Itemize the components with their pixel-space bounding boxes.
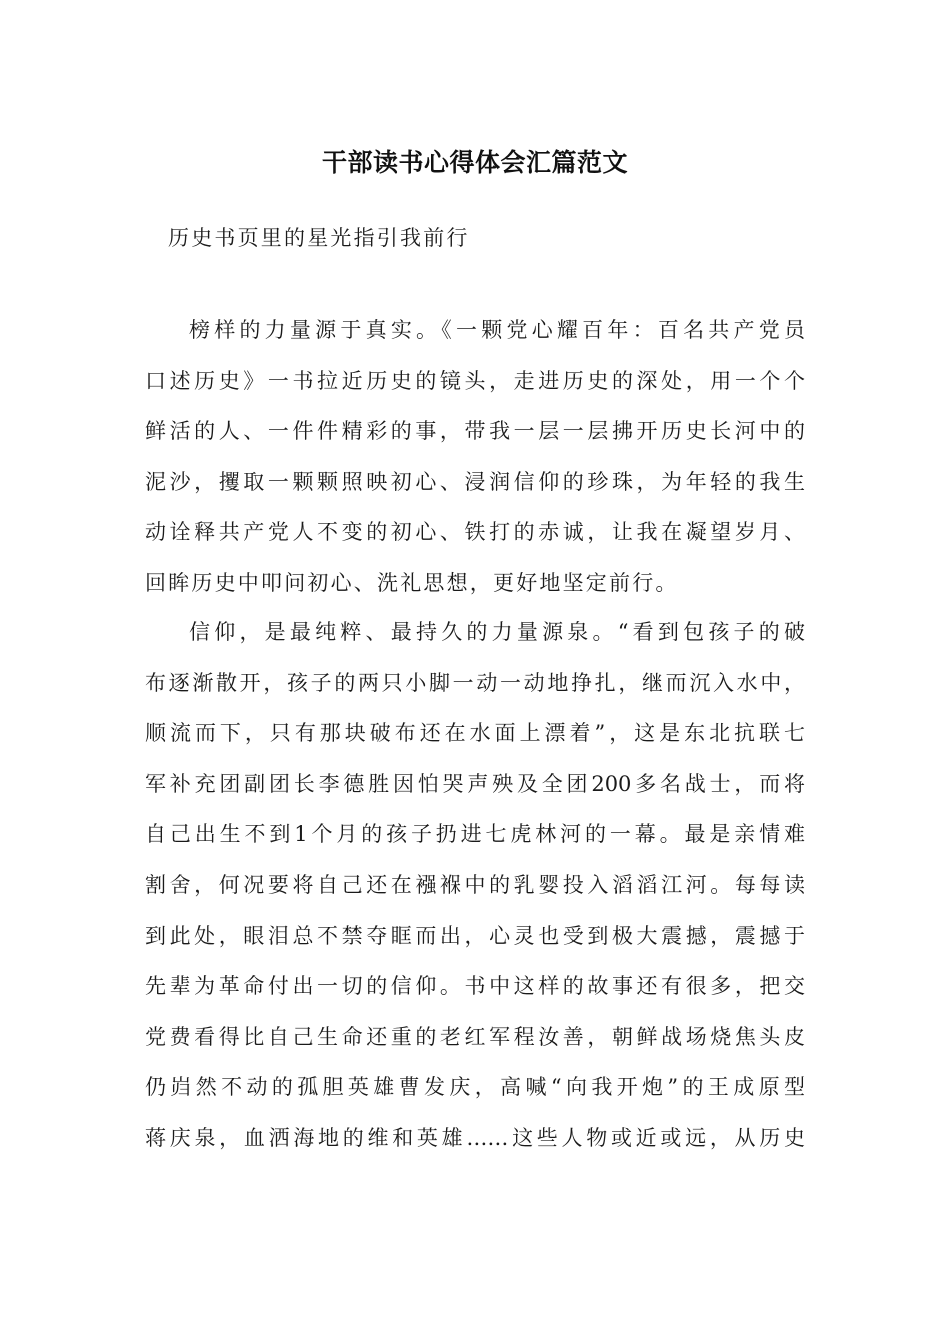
paragraph-line: 榜样的力量源于真实。《一颗党心耀百年：百名共产党员	[189, 318, 805, 342]
paragraph-line: 到此处，眼泪总不禁夺眶而出，心灵也受到极大震撼，震撼于	[145, 923, 805, 948]
paragraph-line: 先辈为革命付出一切的信仰。书中这样的故事还有很多，把交	[145, 974, 805, 999]
paragraph-line: 动诠释共产党人不变的初心、铁打的赤诚，让我在凝望岁月、	[145, 520, 805, 545]
paragraph-line: 军补充团副团长李德胜因怕哭声殃及全团200多名战士，而将	[145, 771, 805, 796]
paragraph-line: 回眸历史中叩问初心、洗礼思想，更好地坚定前行。	[145, 570, 679, 595]
paragraph-line: 割舍，何况要将自己还在襁褓中的乳婴投入滔滔江河。每每读	[145, 872, 805, 897]
document-title: 干部读书心得体会汇篇范文	[321, 148, 628, 177]
paragraph-line: 自己出生不到1个月的孩子扔进七虎林河的一幕。最是亲情难	[145, 822, 805, 847]
body-paragraph	[145, 607, 805, 1164]
paragraph-line: 布逐渐散开，孩子的两只小脚一动一动地挣扎，继而沉入水中，	[145, 670, 805, 695]
paragraph-line: 信仰，是最纯粹、最持久的力量源泉。“看到包孩子的破	[189, 620, 805, 644]
paragraph-line: 鲜活的人、一件件精彩的事，带我一层一层拂开历史长河中的	[145, 419, 805, 444]
document-subtitle: 历史书页里的星光指引我前行	[168, 226, 470, 250]
paragraph-line: 泥沙，攫取一颗颗照映初心、浸润信仰的珍珠，为年轻的我生	[145, 469, 805, 494]
paragraph-line: 口述历史》一书拉近历史的镜头，走进历史的深处，用一个个	[145, 368, 805, 393]
paragraph-line: 顺流而下，只有那块破布还在水面上漂着”，这是东北抗联七	[145, 721, 805, 746]
paragraph-line: 蒋庆泉，血洒海地的维和英雄……这些人物或近或远，从历史	[145, 1125, 805, 1150]
paragraph-line: 党费看得比自己生命还重的老红军程汝善，朝鲜战场烧焦头皮	[145, 1024, 805, 1049]
body-paragraph	[145, 305, 805, 609]
paragraph-line: 仍岿然不动的孤胆英雄曹发庆，高喊“向我开炮”的王成原型	[145, 1075, 805, 1100]
